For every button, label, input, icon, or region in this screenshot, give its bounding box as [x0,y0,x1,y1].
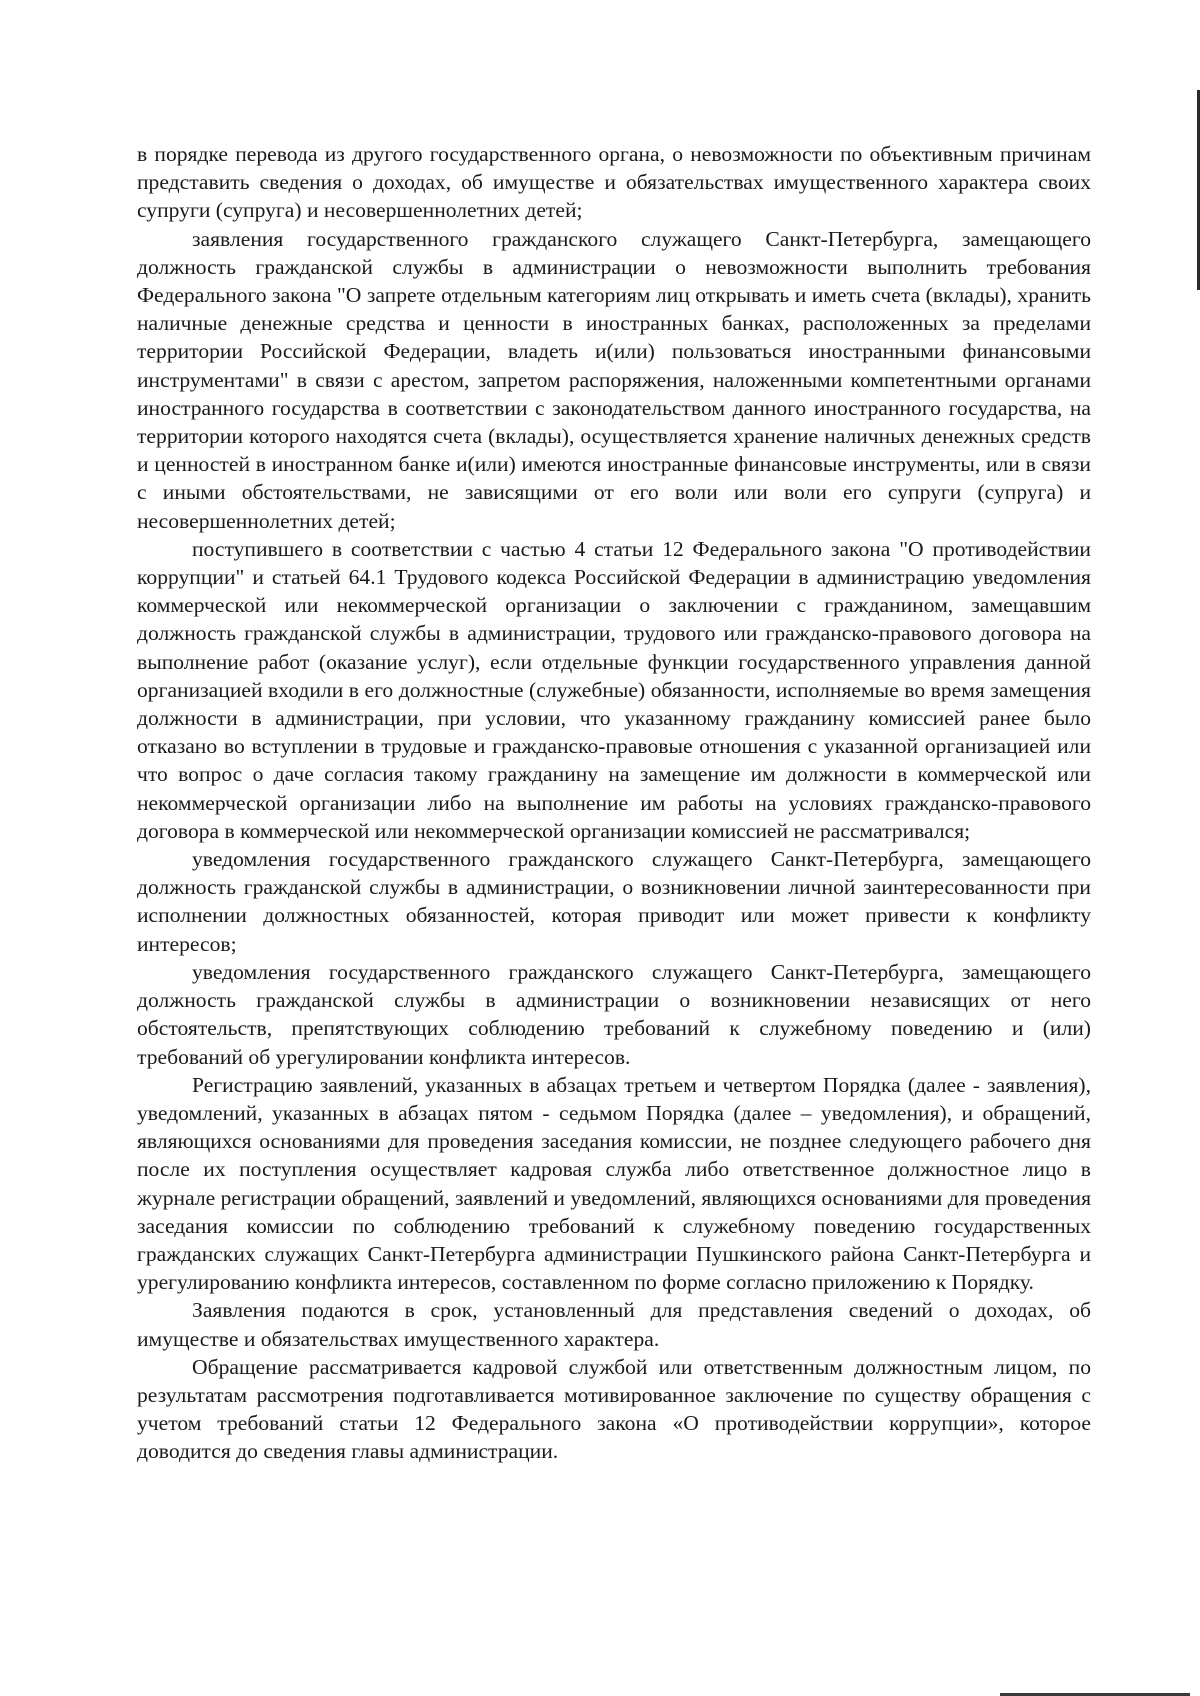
paragraph-6: Регистрацию заявлений, указанных в абзацах третьем и четвертом Порядка (далее - заявления), уведомлений, указанных в абзацах пятом - седьмом Порядка (далее – уведомления), и обращений, являющихся основаниями для проведения заседания комиссии, не позднее следующего рабочего дня после их поступления осуществляет кадровая служба либо ответственное должностное лицо в журнале регистрации обращений, заявлений и уведомлений, являющихся основаниями для проведения заседания комиссии по соблюдению требований к служебному поведению государственных гражданских служащих Санкт-Петербурга администрации Пушкинского района Санкт-Петербурга и урегулированию конфликта интересов, составленном по форме согласно приложению к Порядку. [137,1072,1091,1295]
document-page [137,140,1091,1466]
paragraph-1: в порядке перевода из другого государственного органа, о невозможности по объективным причинам представить сведения о доходах, об имуществе и обязательствах имущественного характера своих супруги (супруга) и несовершеннолетних детей; [137,142,1091,223]
paragraph-2: заявления государственного гражданского служащего Санкт-Петербурга, замещающего должность гражданской службы в администрации о невозможности выполнить требования Федерального закона "О запрете отдельным категориям лиц открывать и иметь счета (вклады), хранить наличные денежные средства и ценности в иностранных банках, расположенных за пределами территории Российской Федерации, владеть и(или) пользоваться иностранными финансовыми инструментами" в связи с арестом, запретом распоряжения, наложенными компетентными органами иностранного государства в соответствии с законодательством данного иностранного государства, на территории которого находятся счета (вклады), осуществляется хранение наличных денежных средств и ценностей в иностранном банке и(или) имеются иностранные финансовые инструменты, или в связи с иными обстоятельствами, не зависящими от его воли или воли его супруги (супруга) и несовершеннолетних детей; [137,226,1091,533]
paragraph-5: уведомления государственного гражданского служащего Санкт-Петербурга, замещающего должность гражданской службы в администрации о возникновении независящих от него обстоятельств, препятствующих соблюдению требований к служебному поведению и (или) требований об урегулировании конфликта интересов. [137,959,1091,1069]
paragraph-8: Обращение рассматривается кадровой службой или ответственным должностным лицом, по результатам рассмотрения подготавливается мотивированное заключение по существу обращения с учетом требований статьи 12 Федерального закона «О противодействии коррупции», которое доводится до сведения главы администрации. [137,1354,1091,1464]
paragraph-7: Заявления подаются в срок, установленный для представления сведений о доходах, об имуществе и обязательствах имущественного характера. [137,1298,1091,1351]
paragraph-3: поступившего в соответствии с частью 4 статьи 12 Федерального закона "О противодействии коррупции" и статьей 64.1 Трудового кодекса Российской Федерации в администрацию уведомления коммерческой или некоммерческой организации о заключении с гражданином, замещавшим должность гражданской службы в администрации, трудового или гражданско-правового договора на выполнение работ (оказание услуг), если отдельные функции государственного управления данной организацией входили в его должностные (служебные) обязанности, исполняемые во время замещения должности в администрации, при условии, что указанному гражданину комиссией ранее было отказано во вступлении в трудовые и гражданско-правовые отношения с указанной организацией или что вопрос о даче согласия такому гражданину на замещение им должности в коммерческой или некоммерческой организации либо на выполнение им работы на условиях гражданско-правового договора в коммерческой или некоммерческой организации комиссией не рассматривался; [137,536,1091,843]
paragraph-4: уведомления государственного гражданского служащего Санкт-Петербурга, замещающего должность гражданской службы в администрации, о возникновении личной заинтересованности при исполнении должностных обязанностей, которая приводит или может привести к конфликту интересов; [137,847,1091,956]
